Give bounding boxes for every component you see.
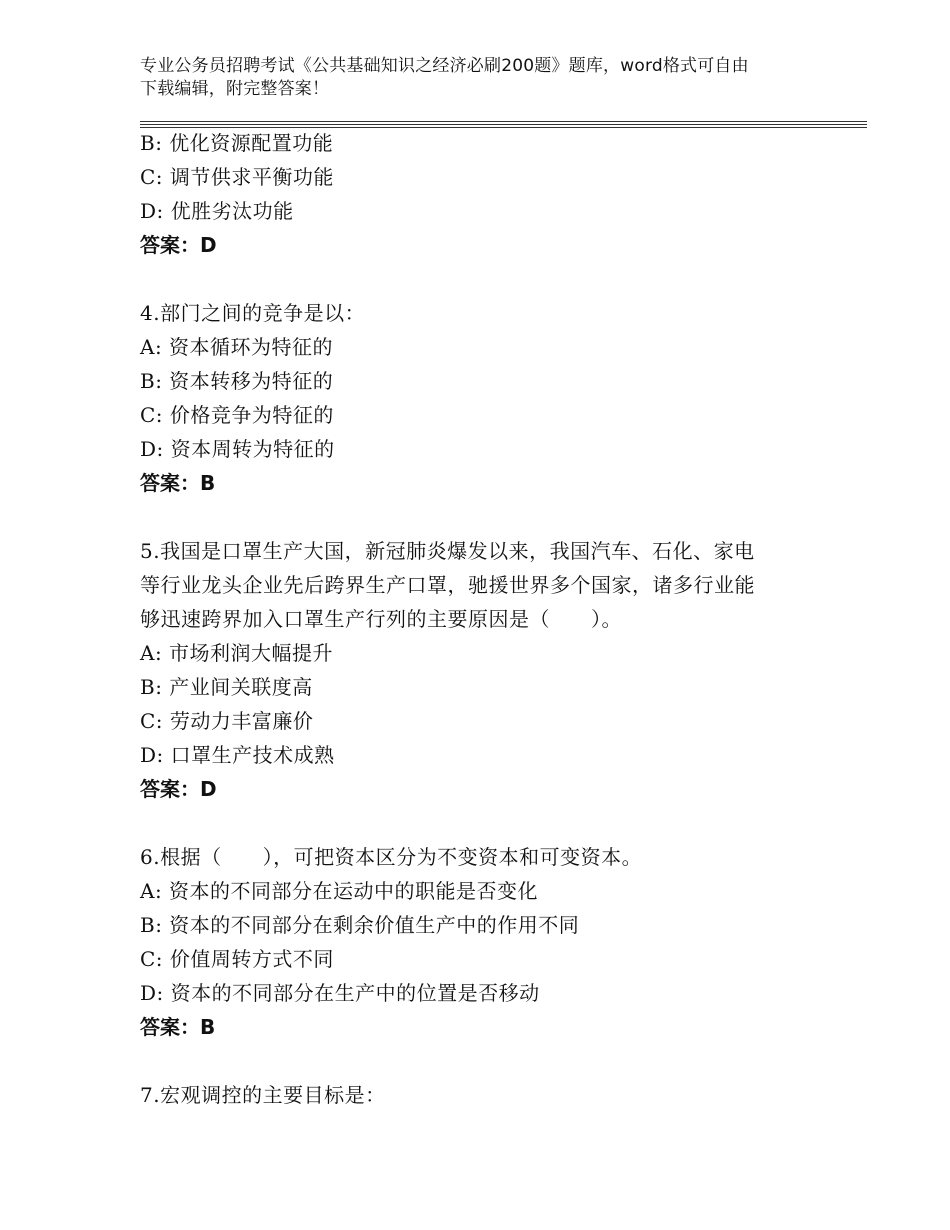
answer: 答案：B [140,1015,216,1039]
answer: 答案：D [140,777,217,801]
option-d: D: 资本周转为特征的 [140,437,335,461]
question-list [140,126,840,1112]
option-d: D: 优胜劣汰功能 [140,199,294,223]
question-stem: 7.宏观调控的主要目标是： [140,1083,386,1107]
question-stem-line: 5.我国是口罩生产大国，新冠肺炎爆发以来，我国汽车、石化、家电 [140,539,755,563]
option-b: B: 优化资源配置功能 [140,131,334,155]
question-3 [140,126,840,262]
option-a: A: 资本循环为特征的 [140,335,334,359]
option-c: C: 价值周转方式不同 [140,947,334,971]
option-a: A: 资本的不同部分在运动中的职能是否变化 [140,879,539,903]
question-6 [140,840,840,1044]
spacer [140,500,840,534]
option-d: D: 口罩生产技术成熟 [140,743,335,767]
spacer [140,262,840,296]
header-line-2: 下载编辑，附完整答案！ [140,79,330,99]
option-b: B: 资本转移为特征的 [140,369,334,393]
spacer [140,1044,840,1078]
question-stem: 4.部门之间的竞争是以： [140,301,366,325]
question-7 [140,1078,840,1112]
option-d: D: 资本的不同部分在生产中的位置是否移动 [140,981,540,1005]
option-b: B: 产业间关联度高 [140,675,313,699]
option-b: B: 资本的不同部分在剩余价值生产中的作用不同 [140,913,580,937]
header-divider [140,121,867,122]
option-c: C: 价格竞争为特征的 [140,403,334,427]
document-header [140,55,820,101]
question-4 [140,296,840,500]
answer: 答案：B [140,471,216,495]
header-divider [140,124,867,125]
question-stem: 6.根据（ ），可把资本区分为不变资本和可变资本。 [140,845,643,869]
spacer [140,806,840,840]
header-line-1: 专业公务员招聘考试《公共基础知识之经济必刷200题》题库，word格式可自由 [140,56,749,76]
question-5 [140,534,840,806]
question-stem-line: 够迅速跨界加入口罩生产行列的主要原因是（ ）。 [140,607,622,631]
option-c: C: 劳动力丰富廉价 [140,709,314,733]
answer: 答案：D [140,233,217,257]
question-stem-line: 等行业龙头企业先后跨界生产口罩，驰援世界多个国家，诸多行业能 [140,573,755,597]
option-a: A: 市场利润大幅提升 [140,641,334,665]
option-c: C: 调节供求平衡功能 [140,165,334,189]
